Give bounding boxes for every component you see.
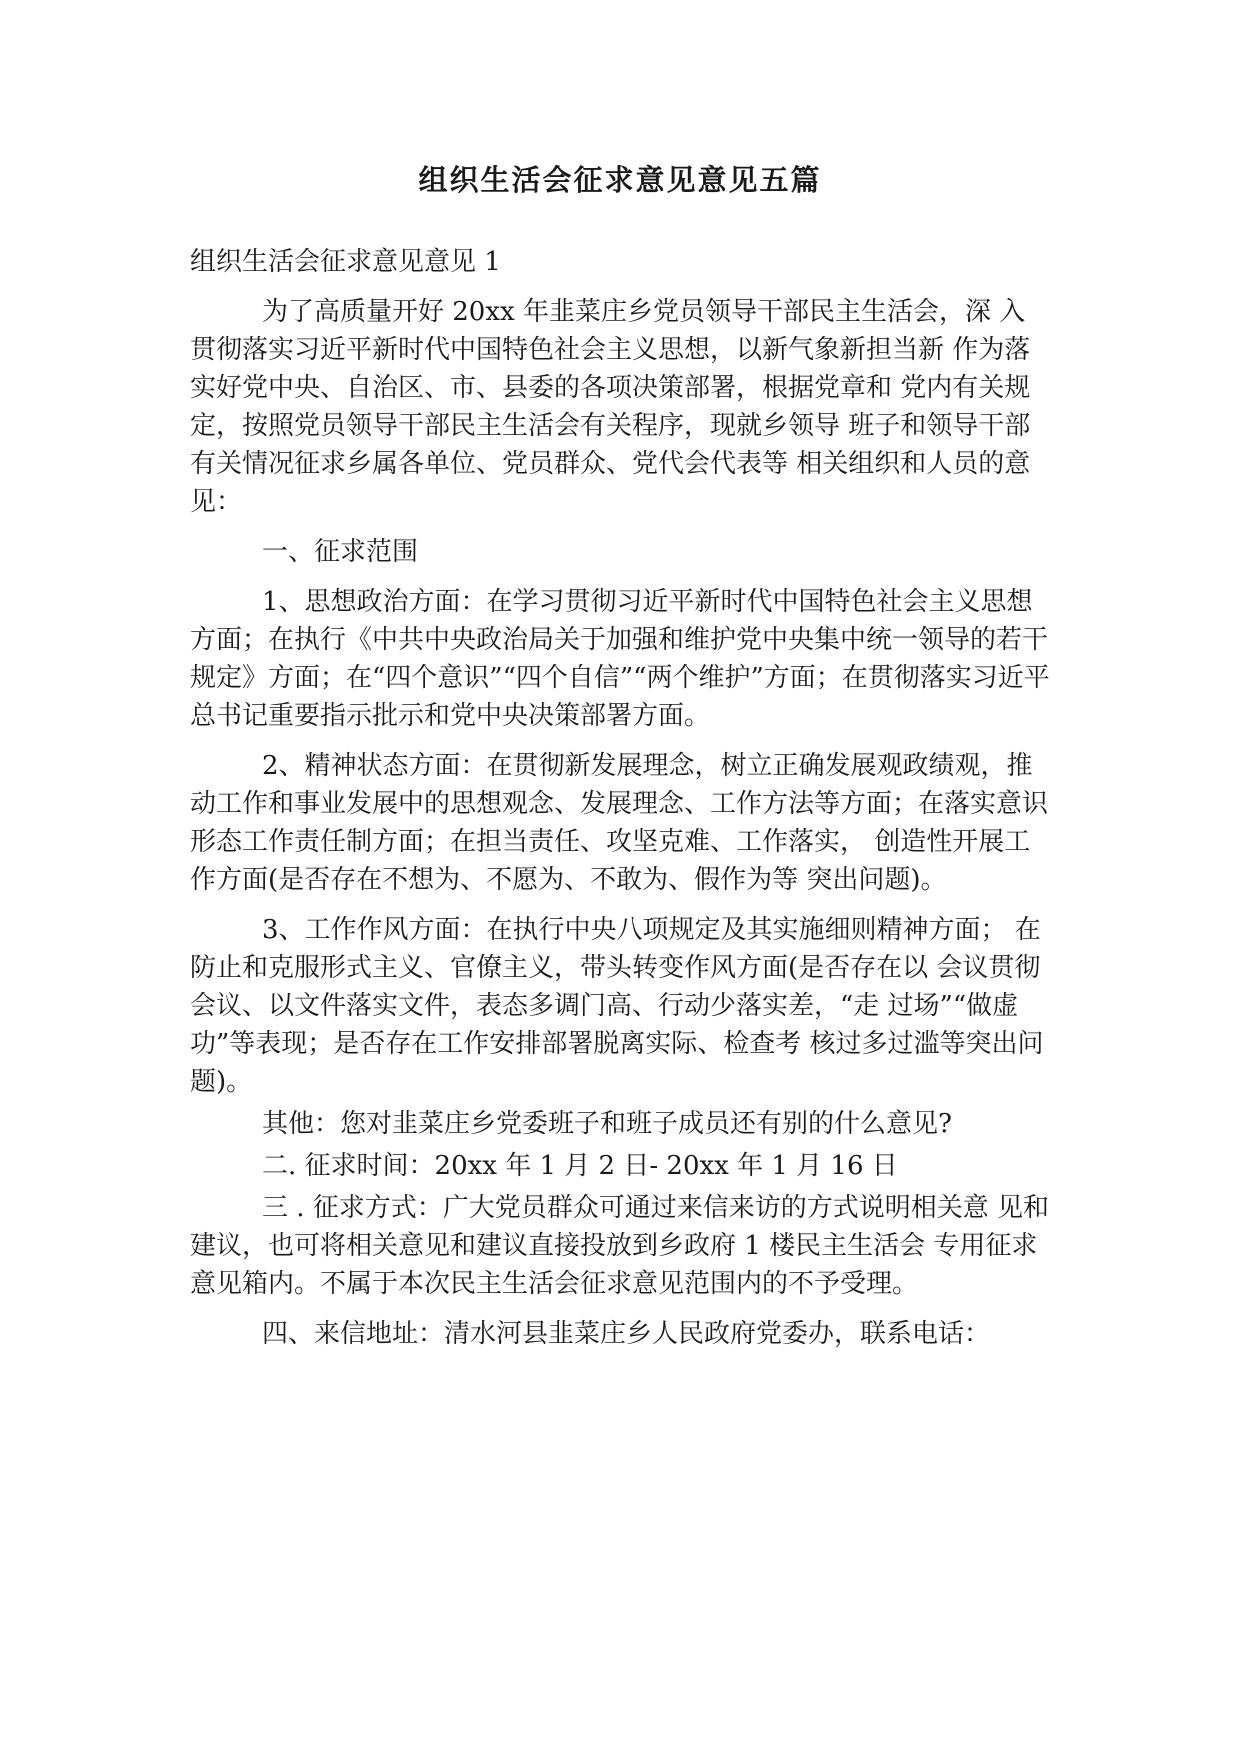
paragraph-other: 其他：您对韭菜庄乡党委班子和班子成员还有别的什么意见? (262, 1109, 952, 1139)
section-heading: 组织生活会征求意见意见 1 (190, 247, 501, 277)
paragraph-time: 二. 征求时间：20xx 年 1 月 2 日- 20xx 年 1 月 16 日 (262, 1151, 898, 1181)
document-body (190, 243, 1050, 1353)
paragraph-scope-heading: 一、征求范围 (262, 537, 419, 567)
paragraph-item-1: 1、思想政治方面：在学习贯彻习近平新时代中国特色社会主义思想方面；在执行《中共中央政治局关于加强和维护党中央集中统一领导的若干规定》方面；在“四个意识”“四个自信”“两个维护”方面；在贯彻落实习近平总书记重要指示批示和党中央决策部署方面。 (190, 587, 1050, 731)
paragraph-item-3: 3、工作作风方面：在执行中央八项规定及其实施细则精神方面； 在防止和克服形式主义、官僚主义，带头转变作风方面(是否存在以 会议贯彻会议、以文件落实文件，表态多调门高、行动少落实差，“走 过场”“做虚功”等表现；是否存在工作安排部署脱离实际、检查考 核过多过滥等突出问题)。 (190, 915, 1044, 1097)
paragraph-item-2: 2、精神状态方面：在贯彻新发展理念，树立正确发展观政绩观，推动工作和事业发展中的思想观念、发展理念、工作方法等方面；在落实意识形态工作责任制方面；在担当责任、攻坚克难、工作落实， 创造性开展工作方面(是否存在不想为、不愿为、不敢为、假作为等 突出问题)。 (190, 751, 1049, 895)
paragraph-address: 四、来信地址：清水河县韭菜庄乡人民政府党委办，联系电话： (262, 1319, 991, 1349)
paragraph-intro: 为了高质量开好 20xx 年韭菜庄乡党员领导干部民主生活会，深 入贯彻落实习近平新时代中国特色社会主义思想，以新气象新担当新 作为落实好党中央、自治区、市、县委的各项决策部署，根据党章和 党内有关规定，按照党员领导干部民主生活会有关程序，现就乡领导 班子和领导干部有关情况征求乡属各单位、党员群众、党代会代表等 相关组织和人员的意见： (190, 297, 1031, 517)
document-title: 组织生活会征求意见意见五篇 (418, 163, 822, 197)
paragraph-method: 三 . 征求方式：广大党员群众可通过来信来访的方式说明相关意 见和建议，也可将相关意见和建议直接投放到乡政府 1 楼民主生活会 专用征求意见箱内。不属于本次民主生活会征求意见范围内的不予受理。 (190, 1193, 1050, 1299)
